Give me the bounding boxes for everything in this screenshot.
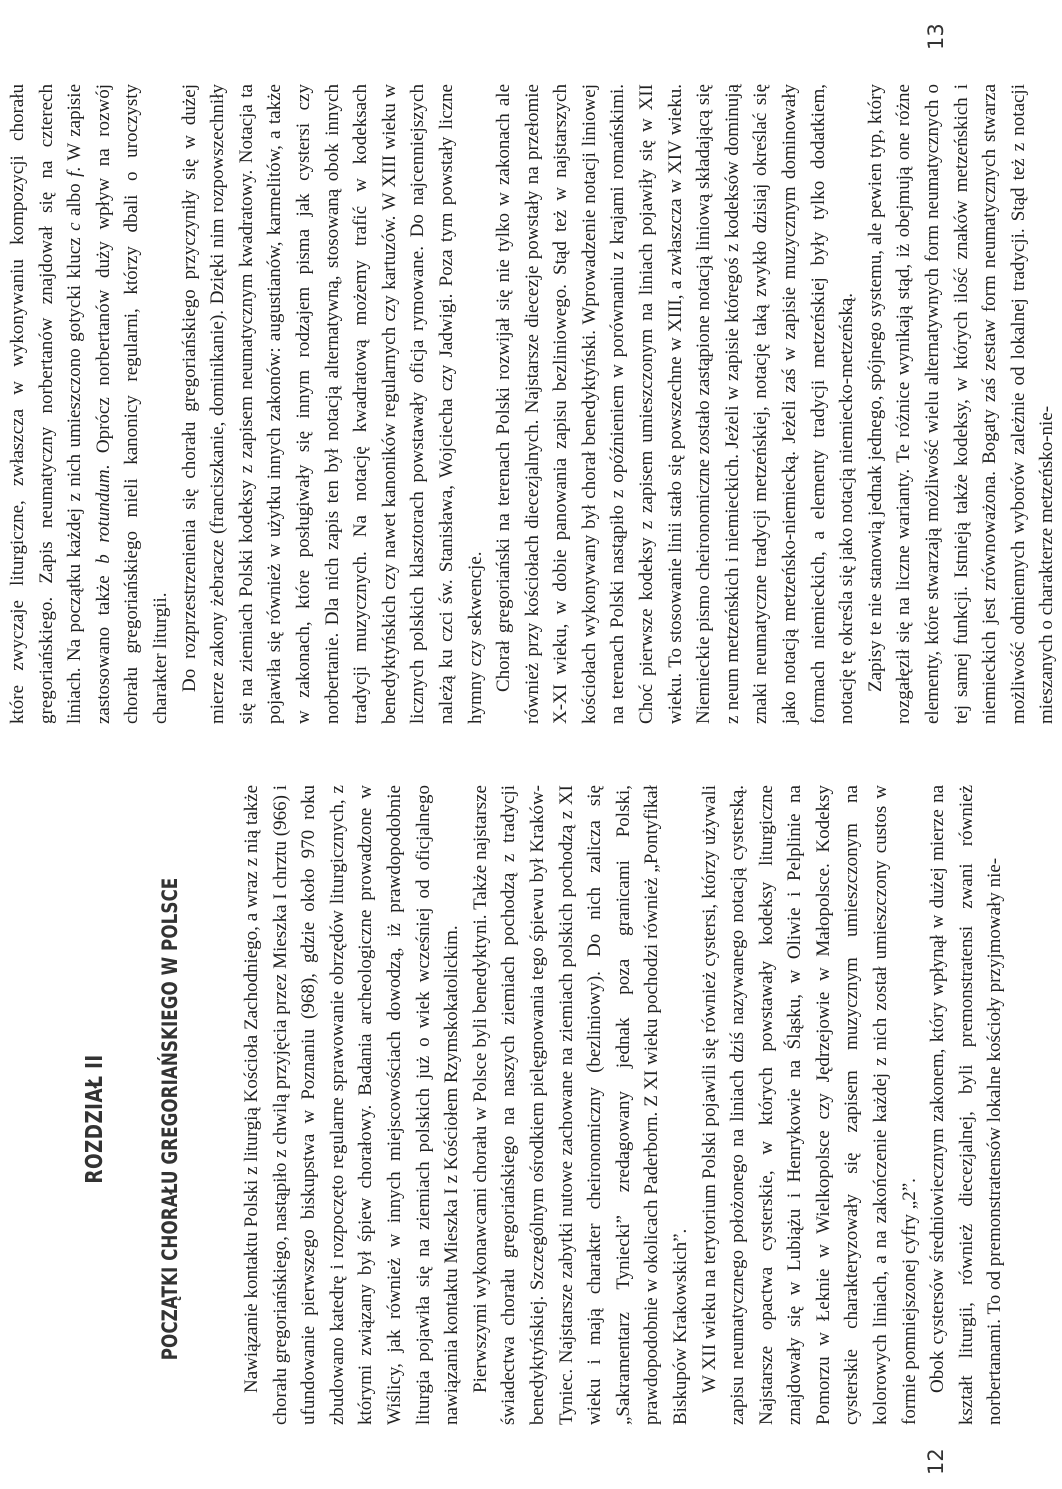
text-run: . Oprócz norbertanów duży wpływ na rozwój chorału gregoriańskiego mieli kanonicy regularni, którzy dbali o uroczysty charakter liturgii.: [92, 84, 171, 724]
left-page-text: [238, 785, 1010, 1425]
text-run: albo: [64, 176, 86, 223]
text-run: . W zapisie zastosowano także: [64, 84, 114, 724]
chapter-heading: ROZDZIAŁ II: [82, 1054, 108, 1184]
paragraph: Obok cystersów średniowiecznym zakonem, który wpłynął w dużej mierze na kształt liturgii, również diecezjalnej, byli premonstratensi zwani również norbertanami. To od premonstratensów lokalne kościoły przyjmowały nie-: [927, 785, 1006, 1425]
italic-clef-c: c: [64, 222, 86, 231]
chapter-title: POCZĄTKI CHORAŁU GREGORIAŃSKIEGO W POLSCE: [158, 877, 182, 1361]
page-number: 13: [924, 23, 948, 50]
left-page: [0, 745, 1006, 1489]
right-page: [0, 0, 1058, 744]
right-page-text: [4, 84, 1062, 724]
paragraph: Pierwszymi wykonawcami chorału w Polsce byli benedyktyni. Także najstarsze świadectwa chorału gregoriańskiego na naszych ziemiach pochodzą z tradycji benedyktyńskiej. Szczególnym ośrodkiem pielęgnowania tego śpiewu był Kraków-Tyniec. Najstarsze zabytki nutowe zachowane na ziemiach polskich pochodzą z XI wieku i mają charakter cheironomiczny (bezliniowy). Do nich zalicza się „Sakramentarz Tyniecki” zredagowany jednak poza granicami Polski, prawdopodobnie w okolicach Paderborn. Z XI wieku pochodzi również „Pontyfikał Biskupów Krakowskich”.: [469, 785, 691, 1425]
paragraph: [4, 84, 176, 724]
paragraph: W XII wieku na terytorium Polski pojawili się również cystersi, którzy używali zapisu neumatycznego położonego na liniach dziś nazywanego notacją cysterską. Najstarsze opactwa cysterskie, w których powstawały kodeksy liturgiczne znajdowały się w Lubiążu i Henrykowie na Śląsku, w Oliwie i Pelplinie na Pomorzu w Łeknie w Wielkopolsce czy Jędrzejowie w Małopolsce. Kodeksy cysterskie charakteryzowały się zapisem muzycznym umieszczonym na kolorowych liniach, a na zakończenie każdej z nich został umieszczony custos w formie pomniejszonej cyfry „2”.: [698, 785, 920, 1425]
italic-b-rotundum: b rotundum: [92, 469, 114, 564]
paragraph: Zapisy te nie stanowią jednak jednego, spójnego systemu, ale pewien typ, który rozgałęził się na liczne warianty. Te różnice wynikają stąd, iż obejmują one różne elementy, które stwarzają możliwość wielu alternatywnych form neumatycznych o tej samej funkcji. Istnieją także kodeksy, w których ilość znaków metzeńskich i niemieckich jest zrównoważona. Bogaty zaś zestaw form neumatycznych stwarza możliwość odmiennych wyborów zależnie od lokalnej tradycji. Stąd też z notacji mieszanych o charakterze metzeńsko-nie-: [864, 84, 1058, 724]
italic-clef-f: f: [64, 171, 86, 177]
paragraph: Chorał gregoriański na terenach Polski rozwijał się nie tylko w zakonach ale również przy kościołach diecezjalnych. Najstarsze diecezje powstały na przełomie X-XI wieku, w dobie panowania zapisu bezliniowego. Stąd też w najstarszych kościołach wykonywany był chorał benedyktyński. Wprowadzenie notacji liniowej na terenach Polski nastąpiło z opóźnieniem w porównaniu z krajami romańskimi. Choć pierwsze kodeksy z zapisem umieszczonym na liniach pojawiły się w XII wieku. To stosowanie linii stało się powszechne w XIII, a zwłaszcza w XIV wieku. Niemieckie pismo cheironomiczne zostało zastąpione notacją liniową składającą się z neum metzeńskich i niemieckich. Jeżeli w zapisie któregoś z kodeksów dominują znaki neumatyczne tradycji metzeńskiej, notację taką zwykło dzisiaj określać się jako notacją metzeńsko-niemiecką. Jeżeli zaś w zapisie muzycznym dominowały formach niemieckich, a elementy tradycji metzeńskiej były tylko dodatkiem, notację tę określa się jako notacją niemiecko-metzeńską.: [493, 84, 858, 724]
paragraph: Nawiązanie kontaktu Polski z liturgią Kościoła Zachodniego, a wraz z nią także chorału gregoriańskiego, nastąpiło z chwilą przyjęcia przez Mieszka I chrztu (966) i ufundowanie pierwszego biskupstwa w Poznaniu (968), gdzie około 970 roku zbudowano katedrę i rozpoczęto regularne sprawowanie obrzędów liturgicznych, z którymi związany był śpiew chorałowy. Badania archeologiczne prowadzone w Wiślicy, jak również w innych miejscowościach dowodzą, iż prawdopodobnie liturgia pojawiła się na ziemiach polskich już o wiek wcześniej od oficjalnego nawiązania kontaktu Mieszka I z Kościołem Rzymskokatolickim.: [241, 785, 463, 1425]
paragraph: Do rozprzestrzenienia się chorału gregoriańskiego przyczyniły się w dużej mierze zakony żebracze (franciszkanie, dominikanie). Dzięki nim rozpowszechniły się na ziemiach Polski kodeksy z zapisem neumatycznym kwadratowy. Notacja ta pojawiła się również w użytku innych zakonów: augustianów, karmelitów, a także w zakonach, które posługiwały się innym rodzajem pisma jak cystersi czy norbertanie. Dla nich zapis ten był notacją alternatywną, stosowaną obok innych tradycji muzycznych. Na notację kwadratową możemy trafić w kodeksach benedyktyńskich czy nawet kanoników regularnych czy kartuzów. W XIII wieku w licznych polskich klasztorach powstawały oficja rymowane. Do najcenniejszych należą ku czci św. Stanisława, Wojciecha czy Jadwigi. Poza tym powstały liczne hymny czy sekwencje.: [178, 84, 486, 724]
page-number: 12: [924, 1448, 948, 1475]
text-run: które zwyczaje liturgiczne, zwłaszcza w wykonywaniu kompozycji chorału gregoriańskiego. Zapis neumatyczny norbertanów znajdował się na czterech liniach. Na początku każdej z nich umieszczono gotycki klucz: [7, 84, 86, 724]
